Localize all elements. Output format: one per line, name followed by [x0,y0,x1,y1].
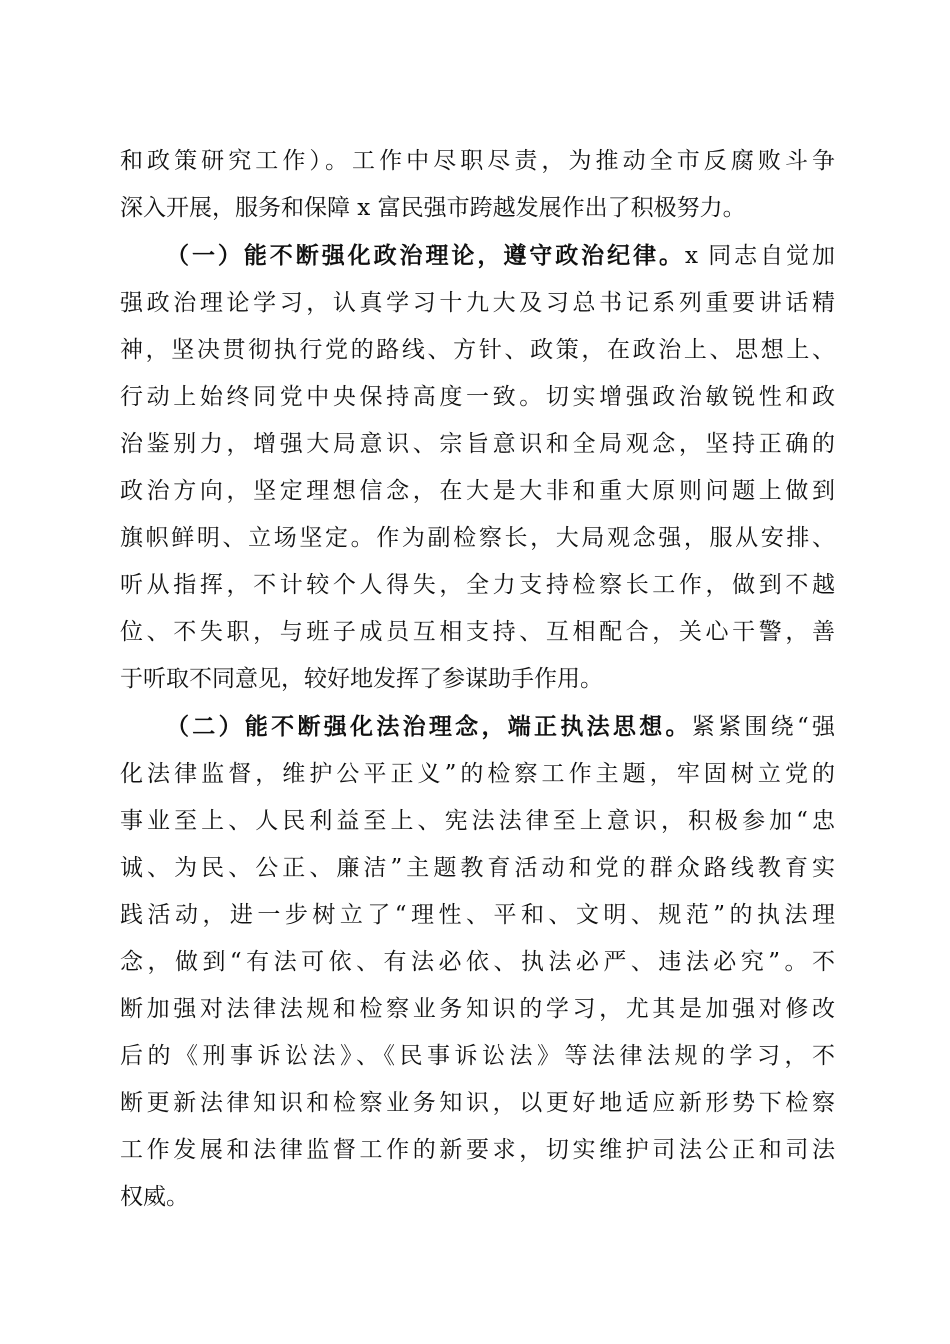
paragraph-political-theory [120,232,835,703]
text-line: 践活动，进一步树立了“理性、平和、文明、规范”的执法理 [120,902,835,928]
text-line: 行动上始终同党中央保持高度一致。切实增强政治敏锐性和政 [120,384,835,410]
text-line [120,703,835,751]
text-line: 旗帜鲜明、立场坚定。作为副检察长，大局观念强，服从安排、 [120,525,835,551]
text-line: 诚、为民、公正、廉洁”主题教育活动和党的群众路线教育实 [120,855,835,881]
text-line: 断加强对法律法规和检察业务知识的学习，尤其是加强对修改 [120,996,835,1022]
text-line: 听从指挥，不计较个人得失，全力支持检察长工作，做到不越 [120,572,835,598]
text-line: 后的《刑事诉讼法》、《民事诉讼法》等法律法规的学习，不 [120,1043,835,1069]
paragraph-intro [120,138,835,232]
text-line: 深入开展，服务和保障 x 富民强市跨越发展作出了积极努力。 [120,195,746,221]
text-line: 事业至上、人民利益至上、宪法法律至上意识，积极参加“忠 [120,808,835,834]
text-line: 权威。 [120,1184,189,1210]
text-line: 于听取不同意见，较好地发挥了参谋助手作用。 [120,666,603,692]
text-line: 工作发展和法律监督工作的新要求，切实维护司法公正和司法 [120,1137,835,1163]
section-heading: （二）能不断强化法治理念，端正执法思想。 [166,713,692,740]
text-line: 断更新法律知识和检察业务知识，以更好地适应新形势下检察 [120,1090,835,1116]
text-line: 强政治理论学习，认真学习十九大及习总书记系列重要讲话精 [120,290,835,316]
text-line: 治鉴别力，增强大局意识、宗旨意识和全局观念，坚持正确的 [120,431,835,457]
heading-line-rest: 紧紧围绕“强 [691,714,836,740]
section-heading: （一）能不断强化政治理论，遵守政治纪律。 [166,242,685,269]
text-line: 念，做到“有法可依、有法必依、执法必严、违法必究”。不 [120,949,835,975]
text-line: 化法律监督，维护公平正义”的检察工作主题，牢固树立党的 [120,761,835,787]
paragraph-rule-of-law [120,703,835,1221]
text-line: 位、不失职，与班子成员互相支持、互相配合，关心干警，善 [120,619,835,645]
text-line: 和政策研究工作）。工作中尽职尽责，为推动全市反腐败斗争 [120,148,835,174]
heading-line-rest: x 同志自觉加 [684,243,835,269]
document-body [120,138,835,1221]
text-line: 神，坚决贯彻执行党的路线、方针、政策，在政治上、思想上、 [120,337,835,363]
text-line [120,232,835,280]
text-line: 政治方向，坚定理想信念，在大是大非和重大原则问题上做到 [120,478,835,504]
